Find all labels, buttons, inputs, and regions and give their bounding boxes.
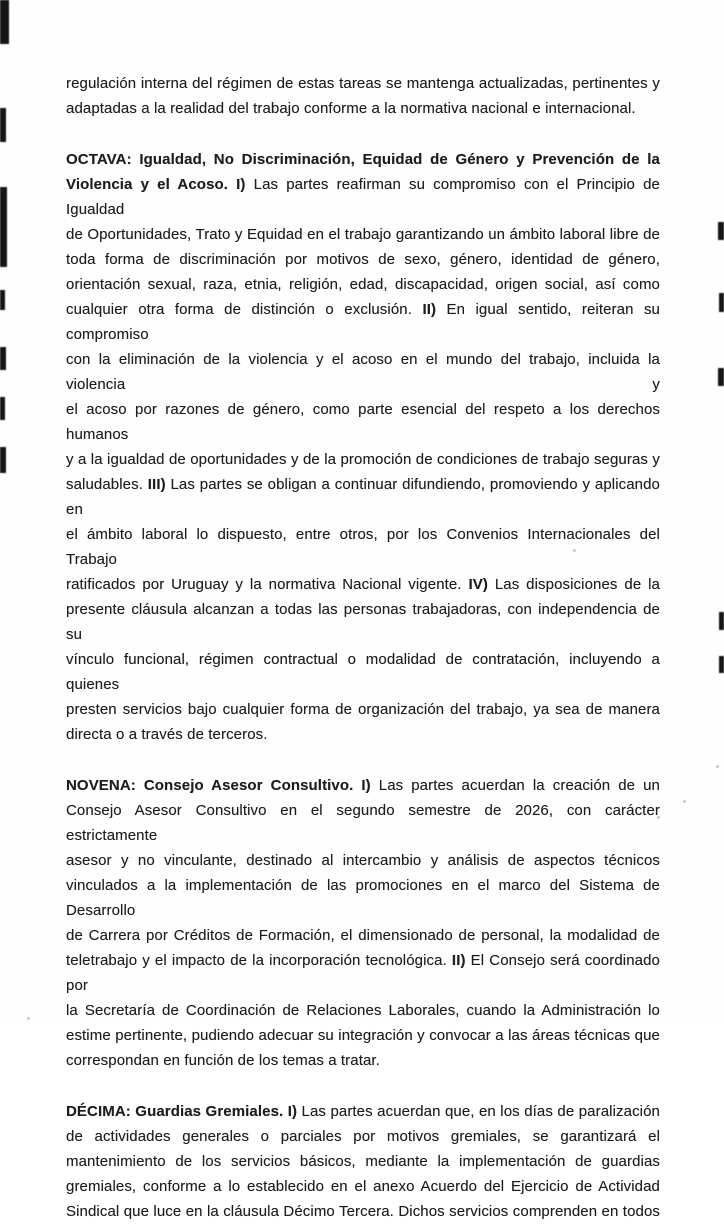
text-line: cualquier otra forma de distinción o exclusión. II) En igual sentido, reiteran su compromiso — [66, 301, 660, 343]
text-line: Consejo Asesor Consultivo en el segundo semestre de 2026, con carácter estrictamente — [66, 802, 660, 844]
scan-speck — [27, 1017, 30, 1020]
scan-speck — [573, 549, 576, 552]
text-line: la Secretaría de Coordinación de Relaciones Laborales, cuando la Administración lo — [66, 1002, 660, 1019]
paragraph-clause-decima — [66, 1099, 660, 1224]
scan-artifact — [0, 290, 5, 310]
scan-artifact — [719, 656, 724, 673]
text-line: de Oportunidades, Trato y Equidad en el trabajo garantizando un ámbito laboral libre de — [66, 226, 660, 243]
text-line: asesor y no vinculante, destinado al intercambio y análisis de aspectos técnicos — [66, 852, 660, 869]
page-text-block — [66, 71, 660, 1224]
scan-artifact — [719, 293, 724, 312]
text-line: con la eliminación de la violencia y el acoso en el mundo del trabajo, incluida la violencia y — [66, 351, 660, 393]
scan-artifact — [0, 187, 7, 267]
scan-speck — [657, 816, 660, 819]
text-line: OCTAVA: Igualdad, No Discriminación, Equidad de Género y Prevención de la — [66, 151, 660, 168]
scan-artifact — [0, 447, 6, 473]
scan-artifact — [0, 397, 5, 420]
text-line: ratificados por Uruguay y la normativa Nacional vigente. IV) Las disposiciones de la — [66, 576, 660, 593]
scan-artifact — [0, 0, 9, 44]
scan-artifact — [0, 347, 6, 370]
text-line: DÉCIMA: Guardias Gremiales. I) Las partes acuerdan que, en los días de paralización — [66, 1103, 660, 1120]
text-line: toda forma de discriminación por motivos de sexo, género, identidad de género, — [66, 251, 660, 268]
paragraph-clause-continuation — [66, 71, 660, 121]
text-line: directa o a través de terceros. — [66, 726, 268, 743]
scan-artifact — [0, 108, 6, 142]
text-line: el acoso por razones de género, como parte esencial del respeto a los derechos humanos — [66, 401, 660, 443]
text-line: teletrabajo y el impacto de la incorporación tecnológica. II) El Consejo será coordinado por — [66, 952, 660, 994]
paragraph-clause-novena — [66, 773, 660, 1073]
scan-speck — [716, 765, 719, 768]
text-line: el ámbito laboral lo dispuesto, entre otros, por los Convenios Internacionales del Trabajo — [66, 526, 660, 568]
text-line: estime pertinente, pudiendo adecuar su integración y convocar a las áreas técnicas que — [66, 1027, 660, 1044]
scan-artifact — [718, 222, 724, 240]
text-line: gremiales, conforme a lo establecido en el anexo Acuerdo del Ejercicio de Actividad — [66, 1178, 660, 1195]
paragraph-clause-octava — [66, 147, 660, 747]
text-line: mantenimiento de los servicios básicos, mediante la implementación de guardias — [66, 1153, 660, 1170]
text-line: correspondan en función de los temas a tratar. — [66, 1052, 380, 1069]
text-line: y a la igualdad de oportunidades y de la promoción de condiciones de trabajo seguras y — [66, 451, 660, 468]
scan-artifact — [718, 368, 724, 386]
text-line: de Carrera por Créditos de Formación, el dimensionado de personal, la modalidad de — [66, 927, 660, 944]
text-line: NOVENA: Consejo Asesor Consultivo. I) Las partes acuerdan la creación de un — [66, 777, 661, 794]
text-line: presente cláusula alcanzan a todas las personas trabajadoras, con independencia de su — [66, 601, 660, 643]
text-line: Violencia y el Acoso. I) Las partes reafirman su compromiso con el Principio de Igualdad — [66, 176, 660, 218]
text-line: adaptadas a la realidad del trabajo conforme a la normativa nacional e internacional. — [66, 100, 636, 117]
scan-speck — [683, 800, 686, 803]
text-line: Sindical que luce en la cláusula Décimo Tercera. Dichos servicios comprenden en todos — [66, 1203, 660, 1220]
text-line: presten servicios bajo cualquier forma de organización del trabajo, ya sea de manera — [66, 701, 660, 718]
text-line: vinculados a la implementación de las promociones en el marco del Sistema de Desarrollo — [66, 877, 660, 919]
text-line: de actividades generales o parciales por motivos gremiales, se garantizará el — [66, 1128, 660, 1145]
text-line: vínculo funcional, régimen contractual o modalidad de contratación, incluyendo a quienes — [66, 651, 660, 693]
text-line: orientación sexual, raza, etnia, religión, edad, discapacidad, origen social, así como — [66, 276, 660, 293]
text-line: regulación interna del régimen de estas tareas se mantenga actualizadas, pertinentes y — [66, 75, 660, 92]
text-line: saludables. III) Las partes se obligan a continuar difundiendo, promoviendo y aplicando en — [66, 476, 660, 518]
scan-artifact — [719, 612, 724, 630]
